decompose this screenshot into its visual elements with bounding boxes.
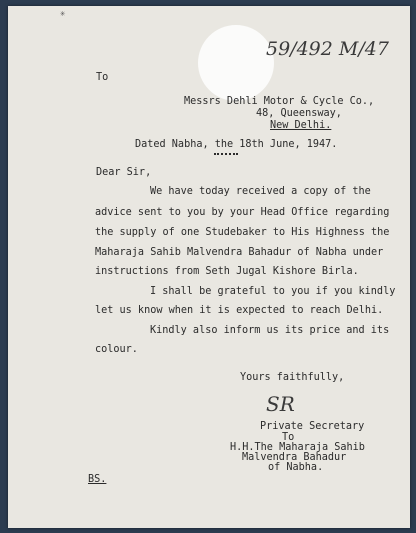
salutation: Dear Sir,	[96, 167, 152, 178]
signatory-line-3: H.H.The Maharaja Sahib	[230, 442, 365, 453]
signatory-line-2: To	[282, 432, 295, 443]
reference-number: 59/492 M/47	[266, 38, 389, 60]
para2-line-2: let us know when it is expected to reach Delhi.	[95, 305, 384, 316]
para1-line-3: the supply of one Studebaker to His Highness the	[95, 227, 390, 238]
closing: Yours faithfully,	[240, 372, 345, 383]
to-label: To	[96, 72, 109, 83]
signatory-line-4: Malvendra Bahadur	[242, 452, 347, 463]
para3-line-1: Kindly also inform us its price and its	[150, 325, 390, 336]
redaction-seal	[198, 25, 274, 101]
date-underline	[214, 153, 238, 155]
date-line: Dated Nabha, the 18th June, 1947.	[135, 139, 338, 150]
addressee-line-2: 48, Queensway,	[256, 108, 342, 119]
signatory-line-1: Private Secretary	[260, 421, 365, 432]
typist-initials: BS.	[88, 474, 107, 485]
signatory-line-5: of Nabha.	[268, 462, 324, 473]
addressee-line-3: New Delhi.	[270, 120, 332, 131]
para1-line-4: Maharaja Sahib Malvendra Bahadur of Nabha under	[95, 247, 384, 258]
para3-line-2: colour.	[95, 344, 138, 355]
pin-mark-icon: ✳	[60, 9, 66, 19]
addressee-line-1: Messrs Dehli Motor & Cycle Co.,	[184, 96, 375, 107]
signature: SR	[266, 392, 295, 416]
para2-line-1: I shall be grateful to you if you kindly	[150, 286, 396, 297]
para1-line-2: advice sent to you by your Head Office regarding	[95, 207, 390, 218]
para1-line-5: instructions from Seth Jugal Kishore Birla.	[95, 266, 359, 277]
para1-line-1: We have today received a copy of the	[150, 186, 371, 197]
